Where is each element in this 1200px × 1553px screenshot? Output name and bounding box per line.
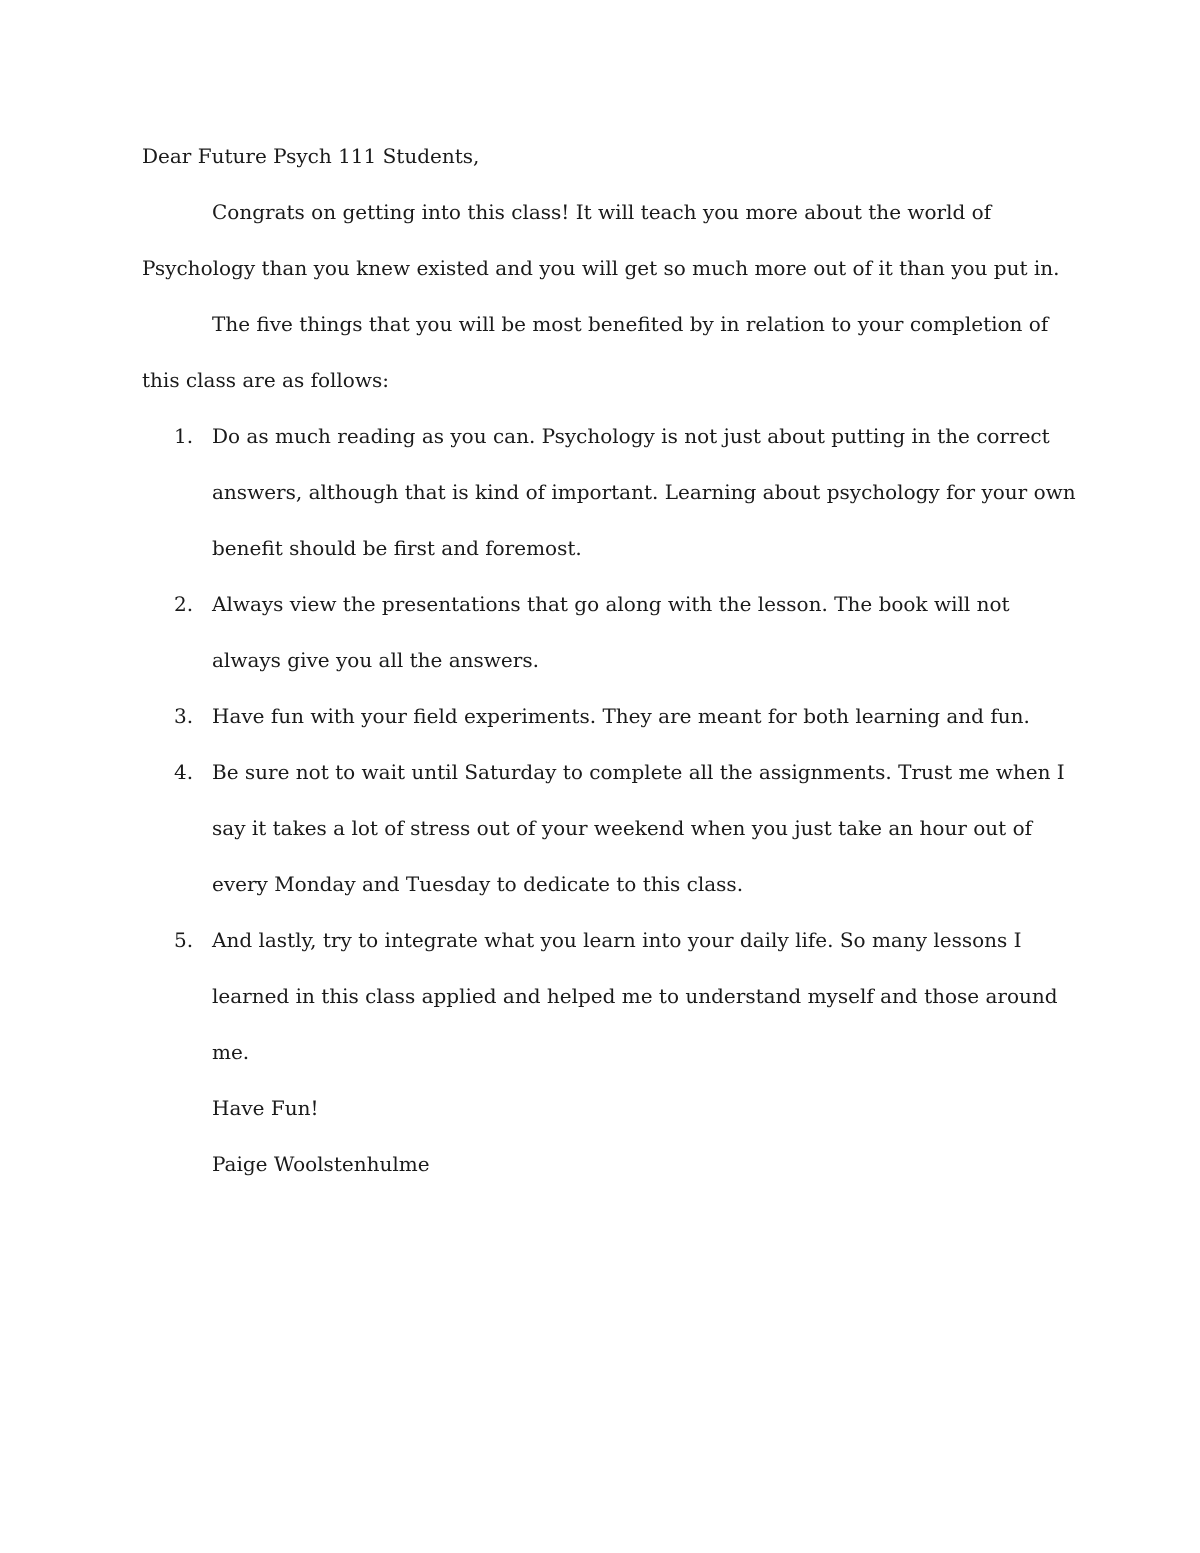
list-item-number: 2. <box>174 592 194 616</box>
intro-line-1: Congrats on getting into this class! It will teach you more about the world of <box>212 200 992 224</box>
intro-paragraph <box>142 184 1072 296</box>
advice-list <box>142 408 1076 1080</box>
intro-line-2: Psychology than you knew existed and you will get so much more out of it than you put in. <box>142 256 1060 280</box>
list-item-line: And lastly, try to integrate what you learn into your daily life. So many lessons I <box>212 928 1022 952</box>
list-item-line: Always view the presentations that go along with the lesson. The book will not <box>212 592 1010 616</box>
list-item-line: Do as much reading as you can. Psychology is not just about putting in the correct <box>212 424 1050 448</box>
list-item <box>142 744 1072 912</box>
list-item-line: learned in this class applied and helped me to understand myself and those around <box>212 984 1058 1008</box>
lead-in-paragraph <box>142 296 1072 408</box>
letter-page <box>142 128 1076 1192</box>
list-item-number: 5. <box>174 928 194 952</box>
list-item <box>142 408 1076 576</box>
list-item-line: every Monday and Tuesday to dedicate to this class. <box>212 872 744 896</box>
list-item-number: 1. <box>174 424 194 448</box>
list-item-line: answers, although that is kind of important. Learning about psychology for your own <box>212 480 1076 504</box>
list-item <box>142 688 1072 744</box>
list-item-line: always give you all the answers. <box>212 648 539 672</box>
lead-in-line-2: this class are as follows: <box>142 368 389 392</box>
closing-line: Have Fun! <box>212 1096 319 1120</box>
lead-in-line-1: The five things that you will be most benefited by in relation to your completion of <box>212 312 1049 336</box>
salutation: Dear Future Psych 111 Students, <box>142 144 480 168</box>
list-item <box>142 576 1072 688</box>
list-item-line: benefit should be first and foremost. <box>212 536 582 560</box>
list-item-line: Have fun with your field experiments. They are meant for both learning and fun. <box>212 704 1030 728</box>
list-item-number: 4. <box>174 760 194 784</box>
list-item <box>142 912 1072 1080</box>
list-item-number: 3. <box>174 704 194 728</box>
signature: Paige Woolstenhulme <box>212 1152 430 1176</box>
list-item-line: me. <box>212 1040 250 1064</box>
list-item-line: say it takes a lot of stress out of your weekend when you just take an hour out of <box>212 816 1033 840</box>
list-item-line: Be sure not to wait until Saturday to complete all the assignments. Trust me when I <box>212 760 1065 784</box>
